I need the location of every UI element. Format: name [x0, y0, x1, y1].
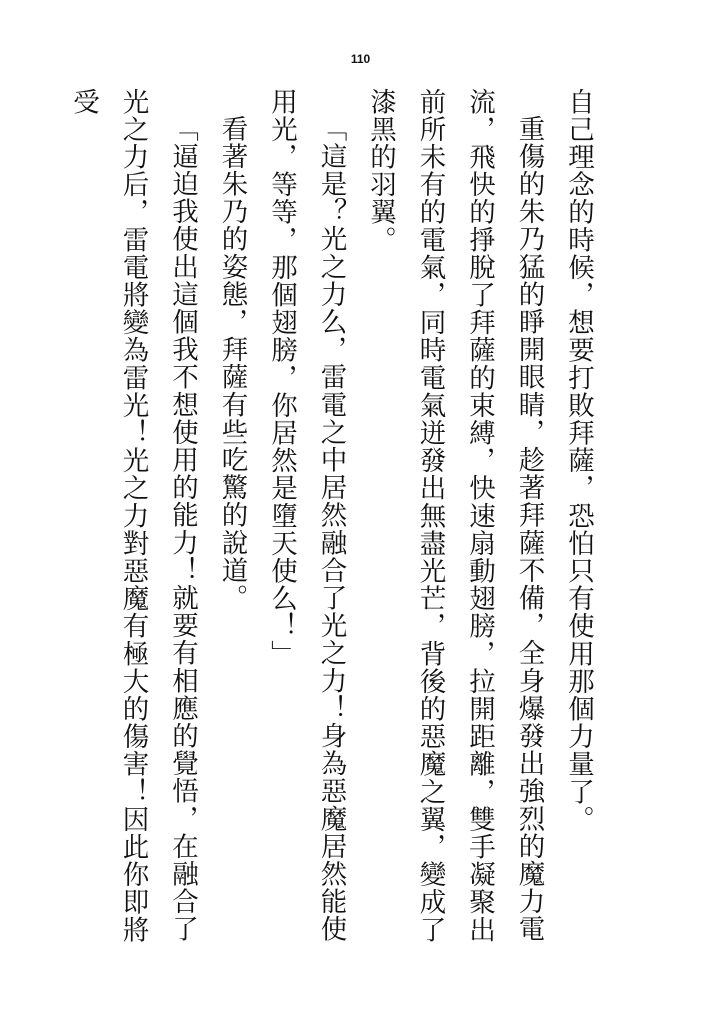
paragraph-2: 重傷的朱乃猛的睜開眼睛，趁著拜薩不備，全身爆發出強烈的魔力電流，飛快的掙脫了拜薩的束縛，快速扇動翅膀，拉開距離，雙手凝聚出前所未有的電氣，同時電氣迸發出無盡光芒，背後的惡魔之翼，變成了漆黑的羽翼。: [365, 88, 545, 944]
paragraph-1: 自己理念的時候，想要打敗拜薩，恐怕只有使用那個力量了。: [563, 88, 594, 834]
page-number: 110: [350, 52, 371, 66]
paragraph-4: 看著朱乃的姿態，拜薩有些吃驚的說道。: [216, 114, 248, 612]
body-text: [59, 88, 604, 968]
paragraph-3: 「這是？光之力么，雷電之中居然融合了光之力！身為惡魔居然能使用光，等等，那個翅膀，你居然是墮天使么！」: [266, 88, 347, 943]
paragraph-5: 「逼迫我使出這個我不想使用的能力！就要有相應的覺悟，在融合了光之力后，雷電將變為雷光！光之力對惡魔有極大的傷害！因此你即將受: [68, 88, 198, 944]
